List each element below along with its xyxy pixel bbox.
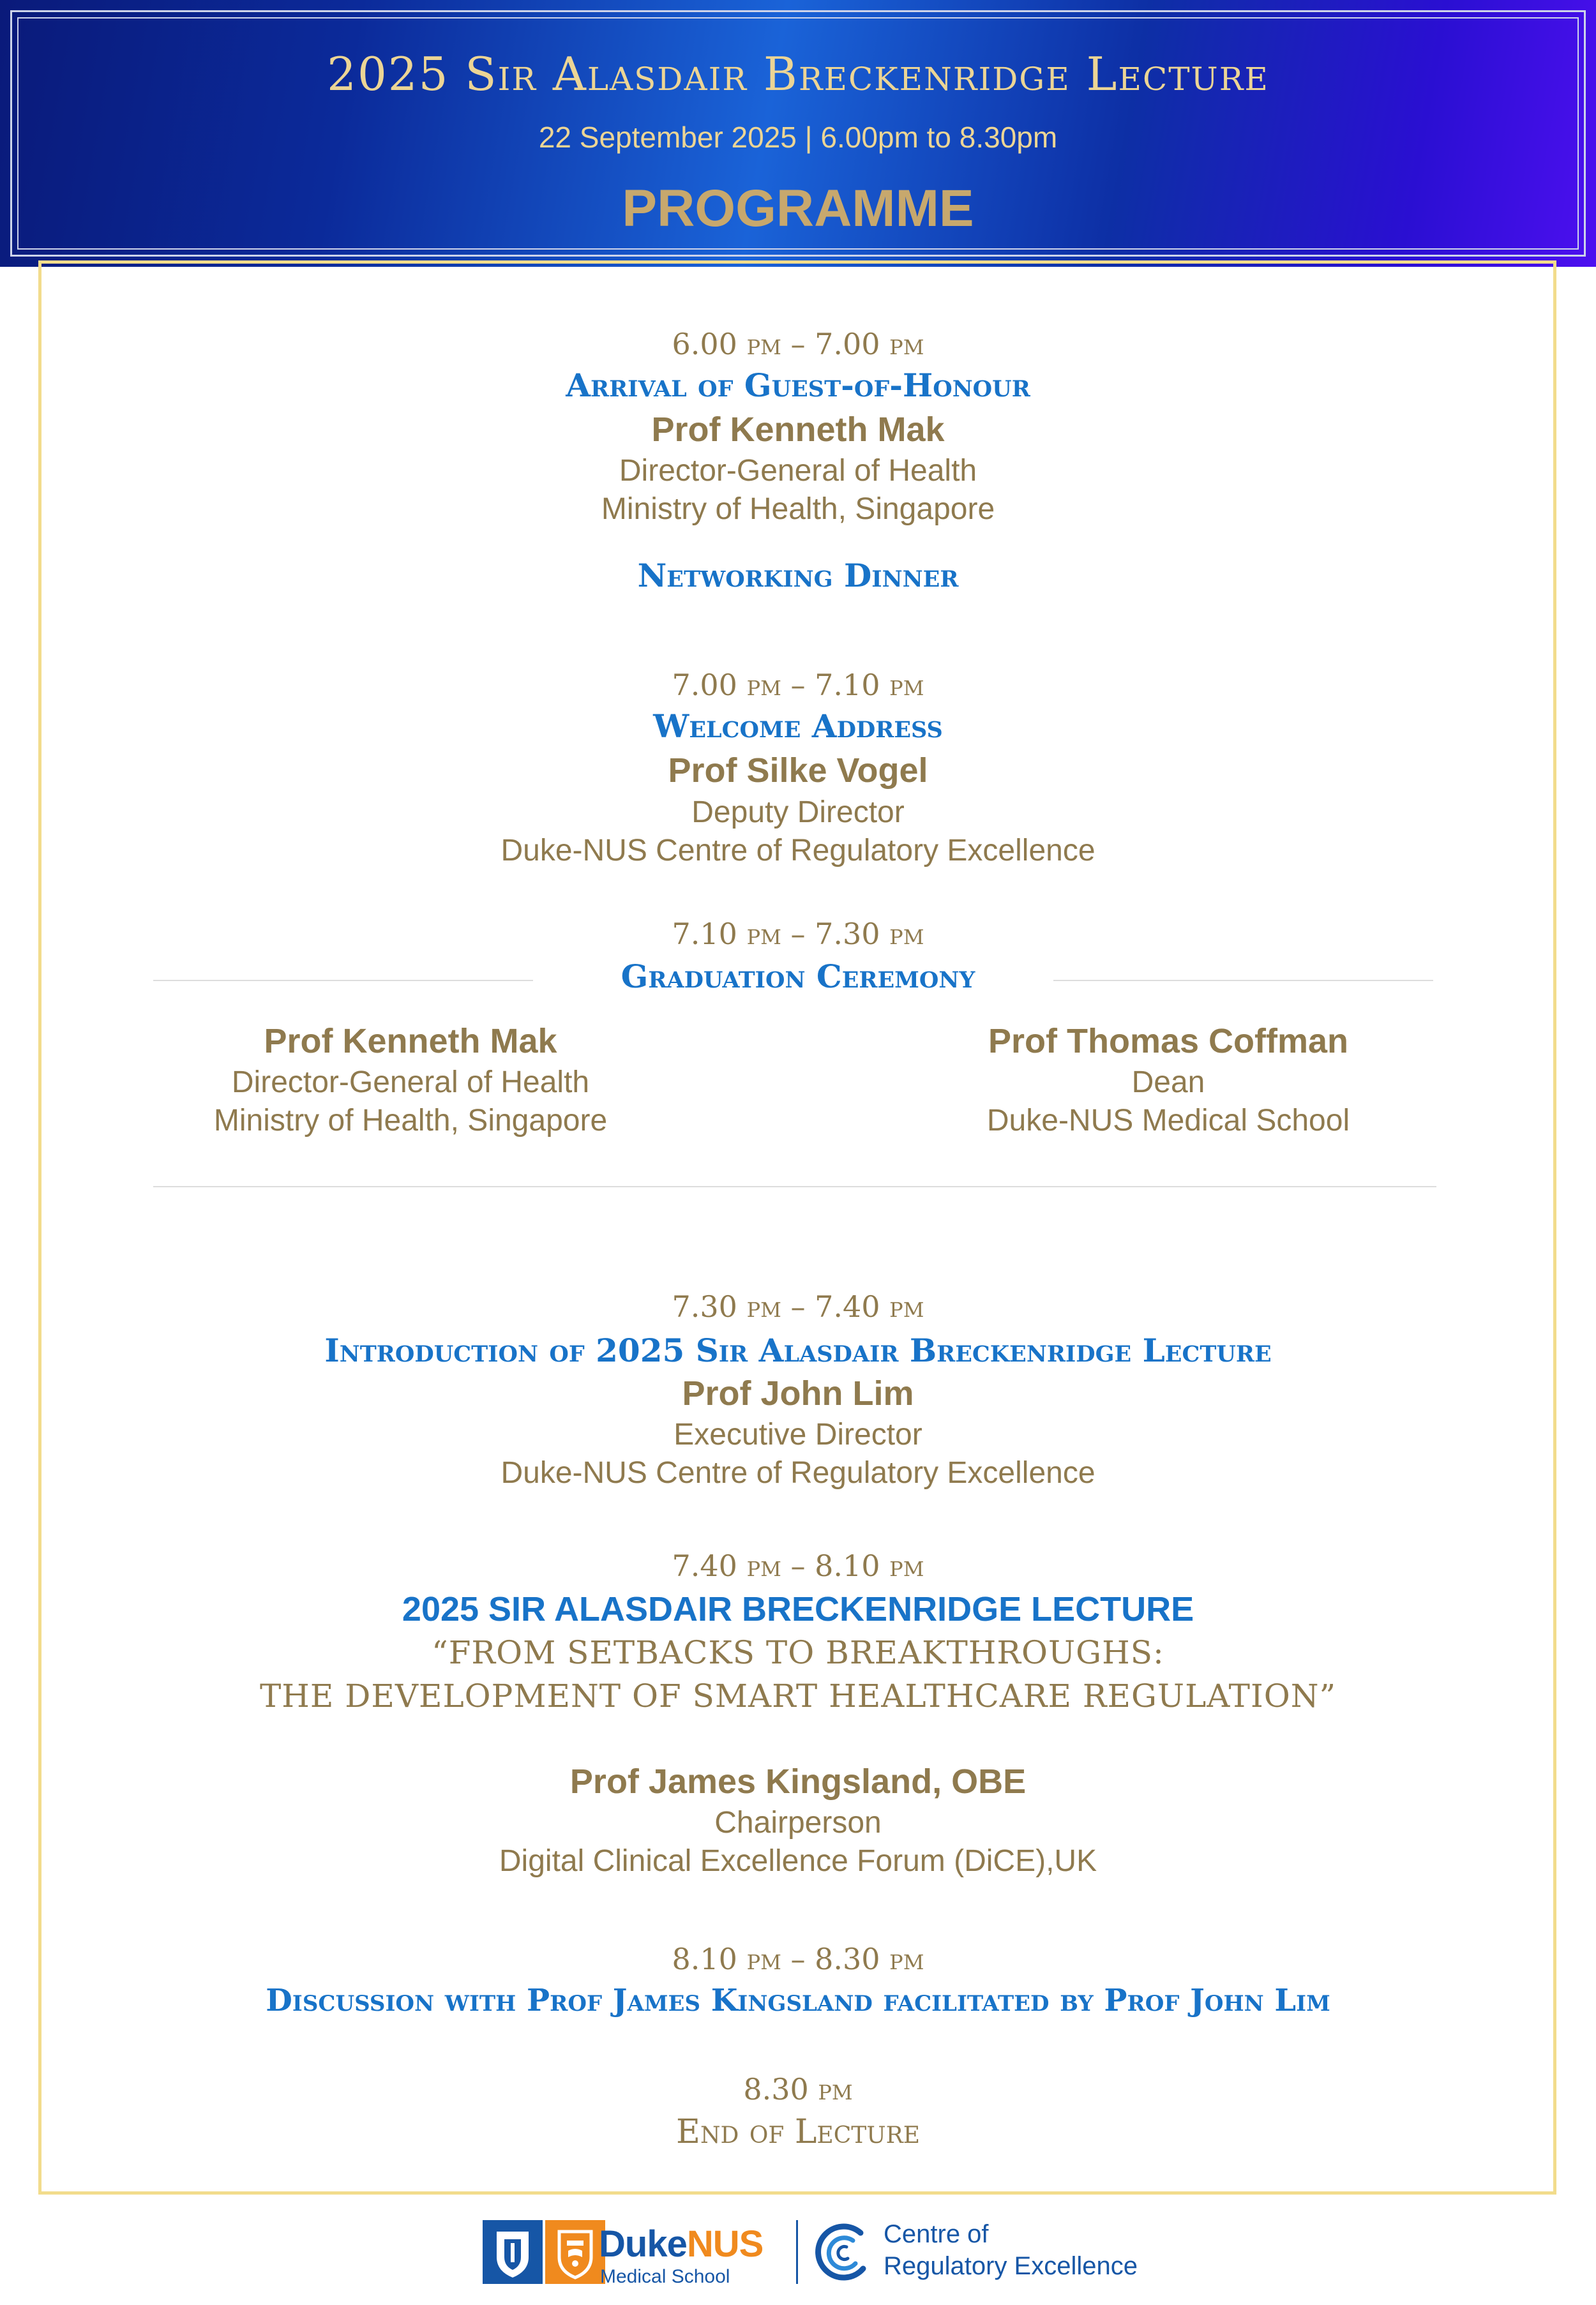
segment-5-speaker-name: Prof James Kingsland, OBE bbox=[569, 1762, 1027, 1801]
segment-1-speaker-org: Ministry of Health, Singapore bbox=[601, 492, 995, 526]
segment-5-time: 7.40 pm – 8.10 pm bbox=[672, 1549, 924, 1583]
nus-crest-icon bbox=[545, 2220, 605, 2284]
segment-2-time: 7.00 pm – 7.10 pm bbox=[672, 668, 924, 702]
segment-5-speaker-role: Chairperson bbox=[714, 1806, 882, 1840]
segment-3-time: 7.10 pm – 7.30 pm bbox=[672, 917, 924, 951]
duke-shield-icon bbox=[483, 2220, 543, 2284]
duke-word: Duke bbox=[599, 2223, 687, 2265]
cre-label-line-2: Regulatory Excellence bbox=[884, 2252, 1138, 2280]
dukenus-wordmark bbox=[599, 2223, 763, 2265]
segment-4-speaker-role: Executive Director bbox=[674, 1418, 922, 1452]
segment-1-speaker-name: Prof Kenneth Mak bbox=[651, 410, 945, 449]
segment-6-event: Discussion with Prof James Kingsland facilitated by Prof John Lim bbox=[266, 1983, 1330, 2018]
graduation-left-org: Ministry of Health, Singapore bbox=[213, 1104, 608, 1137]
segment-6-time: 8.10 pm – 8.30 pm bbox=[672, 1942, 924, 1976]
cre-label-line-1: Centre of bbox=[884, 2220, 989, 2248]
segment-7-event: End of Lecture bbox=[676, 2113, 920, 2151]
segment-2-event: Welcome Address bbox=[653, 707, 943, 745]
segment-4-event: Introduction of 2025 Sir Alasdair Breckenridge Lecture bbox=[324, 1332, 1272, 1369]
graduation-right-name: Prof Thomas Coffman bbox=[988, 1022, 1349, 1060]
segment-4-speaker-name: Prof John Lim bbox=[682, 1374, 914, 1413]
graduation-left-role: Director-General of Health bbox=[231, 1065, 590, 1099]
segment-1-speaker-role: Director-General of Health bbox=[619, 454, 977, 488]
segment-7-time: 8.30 pm bbox=[743, 2072, 853, 2106]
lecture-quote-line-1: “FROM SETBACKS TO BREAKTHROUGHS: bbox=[432, 1634, 1164, 1671]
divider-bottom bbox=[153, 1186, 1436, 1187]
segment-5-event: 2025 SIR ALASDAIR BRECKENRIDGE LECTURE bbox=[402, 1590, 1194, 1628]
segment-2-speaker-name: Prof Silke Vogel bbox=[668, 751, 928, 790]
graduation-right-org: Duke-NUS Medical School bbox=[986, 1104, 1350, 1137]
segment-4-time: 7.30 pm – 7.40 pm bbox=[672, 1289, 924, 1324]
segment-5-speaker-org: Digital Clinical Excellence Forum (DiCE),UK bbox=[499, 1844, 1097, 1878]
graduation-right-role: Dean bbox=[1131, 1065, 1205, 1099]
programme-heading: PROGRAMME bbox=[622, 179, 974, 237]
graduation-left-name: Prof Kenneth Mak bbox=[264, 1022, 557, 1060]
programme-frame bbox=[38, 260, 1556, 2195]
logo-separator bbox=[796, 2220, 798, 2284]
segment-3-event: Graduation Ceremony bbox=[621, 957, 975, 995]
medical-school-label: Medical School bbox=[600, 2266, 730, 2287]
segment-2-speaker-role: Deputy Director bbox=[691, 795, 905, 829]
segment-1-networking-dinner: Networking Dinner bbox=[637, 557, 959, 594]
segment-1-time: 6.00 pm – 7.00 pm bbox=[672, 327, 924, 361]
lecture-title: 2025 Sir Alasdair Breckenridge Lecture bbox=[327, 47, 1269, 101]
lecture-quote-line-2: THE DEVELOPMENT OF SMART HEALTHCARE REGULATION” bbox=[259, 1678, 1337, 1715]
lecture-date-time: 22 September 2025 | 6.00pm to 8.30pm bbox=[538, 121, 1058, 154]
cre-swirl-icon bbox=[811, 2219, 875, 2285]
segment-1-event: Arrival of Guest-of-Honour bbox=[566, 366, 1030, 404]
header-banner bbox=[0, 0, 1596, 267]
segment-4-speaker-org: Duke-NUS Centre of Regulatory Excellence bbox=[501, 1456, 1095, 1490]
segment-2-speaker-org: Duke-NUS Centre of Regulatory Excellence bbox=[501, 834, 1095, 867]
nus-word: NUS bbox=[686, 2223, 764, 2265]
